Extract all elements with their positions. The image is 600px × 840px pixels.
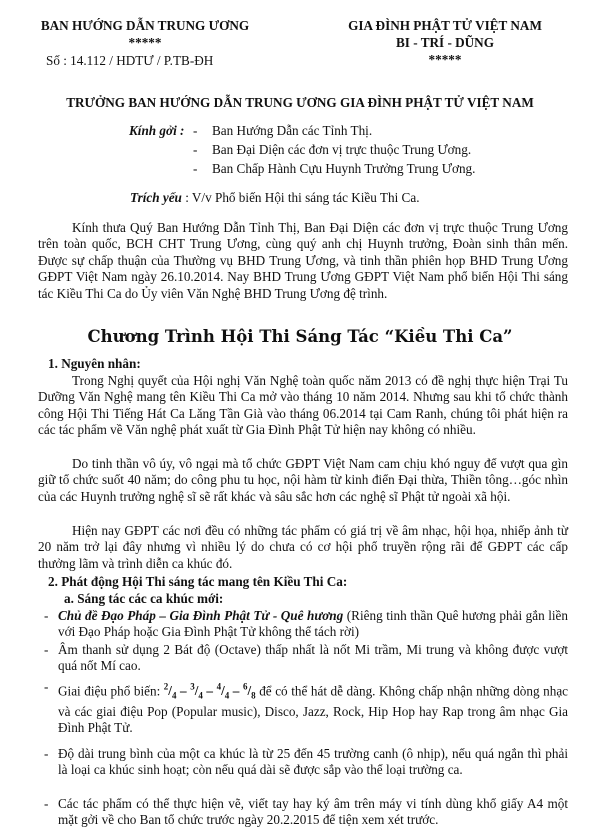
bullet-dash: - [44,796,49,811]
bullet-dash: - [44,608,49,623]
bullet-dash: - [44,679,49,694]
program-title: Chương Trình Hội Thi Sáng Tác “Kiều Thi Ca” [87,327,513,346]
bullet-item: Độ dài trung bình của một ca khúc là từ 25 đến 45 trường canh (ô nhịp), nếu quá ngắn thì phải là loại ca khúc sinh hoạt; còn nếu quá dài sẽ được sắp vào thể loại trường ca. [58,746,568,778]
bullet-item: Các tác phẩm có thể thực hiện vẽ, viết tay hay ký âm trên máy vi tính dùng khổ giấy A4 một mặt gởi về cho Ban tổ chức trước ngày 20.2.2015 để tiện xem xét trước. [58,796,568,828]
left-org-name: BAN HƯỚNG DẪN TRUNG ƯƠNG [40,18,250,33]
bullet-dash: - [44,642,49,657]
bullet-item: Âm thanh sử dụng 2 Bát độ (Octave) thấp nhất là nốt Mi trầm, Mi trung và không được vượt quá nốt Mí cao. [58,642,568,674]
meter-intro: Giai điệu phổ biến: [58,683,164,699]
recipient-dash: - [193,123,198,138]
theme-emphasis: Chủ đề Đạo Pháp – Gia Đình Phật Tử - Quê hương [58,608,344,623]
recipient-item: Ban Hướng Dẫn các Tỉnh Thị. [212,123,373,138]
section2-heading: 2. Phát động Hội Thi sáng tác mang tên Kiều Thi Ca: [48,574,348,589]
document-title: TRƯỞNG BAN HƯỚNG DẪN TRUNG ƯƠNG GIA ĐÌNH PHẬT TỬ VIỆT NAM [66,95,534,110]
recipients-label: Kính gởi : [129,123,185,138]
recipient-item: Ban Đại Diện các đơn vị trực thuộc Trung Ương. [212,142,472,157]
left-stars: ***** [128,35,162,50]
recipient-dash: - [193,161,198,176]
bullet-item [58,679,568,737]
subject-line [130,190,420,206]
theme-detail: (Riêng tinh thần Quê hương phải gắn liền với Đạo Pháp hoặc Gia Đình Phật Tử không thể tách rời) [58,608,568,640]
bullet-item [58,608,568,640]
doc-number: Số : 14.112 / HDTƯ / P.TB-ĐH [46,53,214,68]
subject-label: Trích yếu [130,190,182,205]
section1-heading: 1. Nguyên nhân: [48,356,141,371]
right-motto: BI - TRÍ - DŨNG [396,35,494,50]
recipient-item: Ban Chấp Hành Cựu Huynh Trưởng Trung Ương. [212,161,476,176]
section1-paragraph: Hiện nay GĐPT các nơi đều có những tác phẩm có giá trị về âm nhạc, hội họa, nhiếp ảnh từ 20 năm trở lại đây nhưng vì nhiều lý do chưa có cơ hội phổ truyền rộng rãi để GĐPT các cấp thưởng lãm và trình diễn ca khúc đó. [38,523,568,571]
meter-detail: để có thể hát dễ dàng. Không chấp nhận những dòng nhạc và các giai điệu Pop (Popular music), Disco, Jazz, Rock, Hip Hop hay Rap trong âm nhạc Gia Đình Phật Tử. [58,683,569,736]
section1-paragraph: Trong Nghị quyết của Hội nghị Văn Nghệ toàn quốc năm 2013 có đề nghị thực hiện Trại Tu Dưỡng Văn Nghệ mang tên Kiều Thi Ca mở vào tháng 10 năm 2014. Nhưng sau khi tổ chức thành công Hội Thi Tiếng Hát Ca Lăng Tần Già vào tháng 06.2014 tại Cam Ranh, chúng tôi phát hiện ra các tác phẩm về Văn nghệ phát xuất từ Gia Đình Phật Tử hiện nay không có nhiều. [38,373,568,437]
subsection-a-heading: a. Sáng tác các ca khúc mới: [64,591,224,606]
recipient-dash: - [193,142,198,157]
intro-paragraph: Kính thưa Quý Ban Hướng Dẫn Tỉnh Thị, Ban Đại Diện các đơn vị trực thuộc Trung Ương trên toàn quốc, BCH CHT Trung Ương, cùng quý anh chị Huynh trưởng, Đoàn sinh thân mến. Được sự chấp thuận của Thường vụ BHD Trung Ương, và tinh thần phiên họp BHD Trung Ương GĐPT Việt Nam ngày 26.10.2014. Nay BHD Trung Ương GĐPT Việt Nam phổ biến Hội Thi sáng tác Kiều Thi Ca do Ủy viên Văn Nghệ BHD Trung Ương đệ trình. [38,220,568,301]
subject-text: : V/v Phổ biến Hội thi sáng tác Kiều Thi Ca. [185,190,420,205]
right-org-name: GIA ĐÌNH PHẬT TỬ VIỆT NAM [348,18,542,33]
section1-paragraph: Do tinh thần vô úy, vô ngại mà tổ chức GĐPT Việt Nam cam chịu khó nguy để vượt qua gìn giữ tổ chức suốt 40 năm; do công phu tu học, nội hàm từ kinh điển Đại thừa, Thiền tông…góc nhìn của các Huynh trưởng nghệ sĩ sẽ rất khác và sâu sắc hơn các nghệ sĩ Phật tử ngoài xã hội. [38,456,568,504]
bullet-dash: - [44,746,49,761]
right-stars: ***** [428,52,462,67]
meter-list: $^2/_4 - ^3/_4 - ^4/_4 - ^6/_8$ [163,682,256,702]
